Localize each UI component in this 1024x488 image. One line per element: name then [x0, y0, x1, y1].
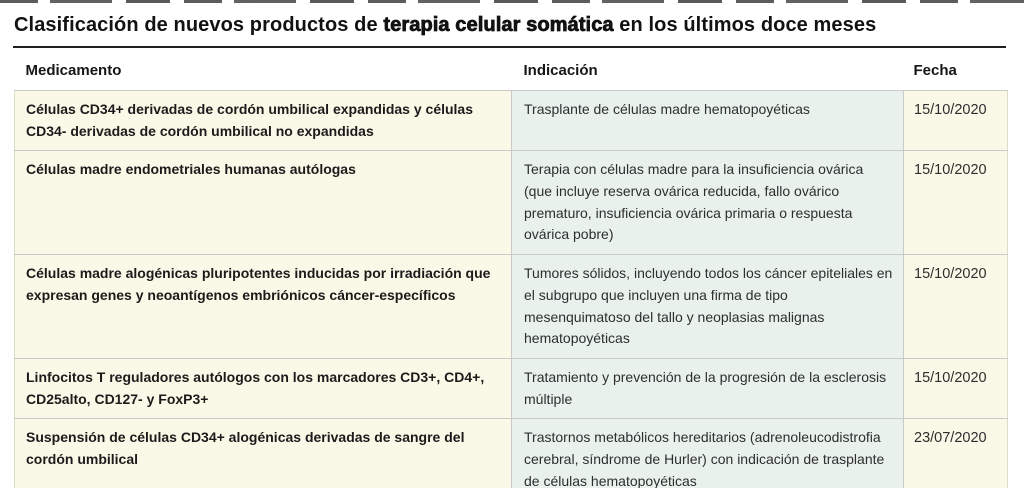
medicamento-cell: Suspensión de células CD34+ alogénicas derivadas de sangre del cordón umbilical — [15, 419, 512, 488]
column-header-fecha: Fecha — [904, 48, 1008, 91]
products-table — [14, 48, 1008, 488]
fecha-cell: 15/10/2020 — [904, 91, 1008, 151]
cropped-text-artifact — [0, 0, 1024, 3]
column-header-medicamento: Medicamento — [15, 48, 512, 91]
table-row — [15, 358, 1008, 418]
table-row — [15, 151, 1008, 255]
fecha-cell: 23/07/2020 — [904, 419, 1008, 488]
indicacion-cell: Tratamiento y prevención de la progresión de la esclerosis múltiple — [512, 358, 904, 418]
indicacion-cell: Tumores sólidos, incluyendo todos los cáncer epiteliales en el subgrupo que incluyen una firma de tipo mesenquimatoso del tallo y neoplasias malignas hematopoyéticas — [512, 255, 904, 359]
medicamento-cell: Células CD34+ derivadas de cordón umbilical expandidas y células CD34- derivadas de cordón umbilical no expandidas — [15, 91, 512, 151]
table-header-row — [15, 48, 1008, 91]
title-suffix: en los últimos doce meses — [613, 14, 877, 36]
indicacion-cell: Terapia con células madre para la insuficiencia ovárica (que incluye reserva ovárica reducida, fallo ovárico prematuro, insuficiencia ovárica primaria o respuesta ovárica pobre) — [512, 151, 904, 255]
table-row — [15, 419, 1008, 488]
page-title — [14, 14, 1010, 37]
fecha-cell: 15/10/2020 — [904, 358, 1008, 418]
medicamento-cell: Células madre endometriales humanas autólogas — [15, 151, 512, 255]
indicacion-cell: Trastornos metabólicos hereditarios (adrenoleucodistrofia cerebral, síndrome de Hurler) con indicación de trasplante de células hematopoyéticas — [512, 419, 904, 488]
table-row — [15, 255, 1008, 359]
indicacion-cell: Trasplante de células madre hematopoyéticas — [512, 91, 904, 151]
medicamento-cell: Células madre alogénicas pluripotentes inducidas por irradiación que expresan genes y neoantígenos embriónicos cáncer-específicos — [15, 255, 512, 359]
title-prefix: Clasificación de nuevos productos de — [14, 14, 384, 36]
medicamento-cell: Linfocitos T reguladores autólogos con los marcadores CD3+, CD4+, CD25alto, CD127- y FoxP3+ — [15, 358, 512, 418]
fecha-cell: 15/10/2020 — [904, 151, 1008, 255]
fecha-cell: 15/10/2020 — [904, 255, 1008, 359]
table-row — [15, 91, 1008, 151]
title-emphasis: terapia celular somática — [383, 14, 614, 36]
column-header-indicacion: Indicación — [512, 48, 904, 91]
